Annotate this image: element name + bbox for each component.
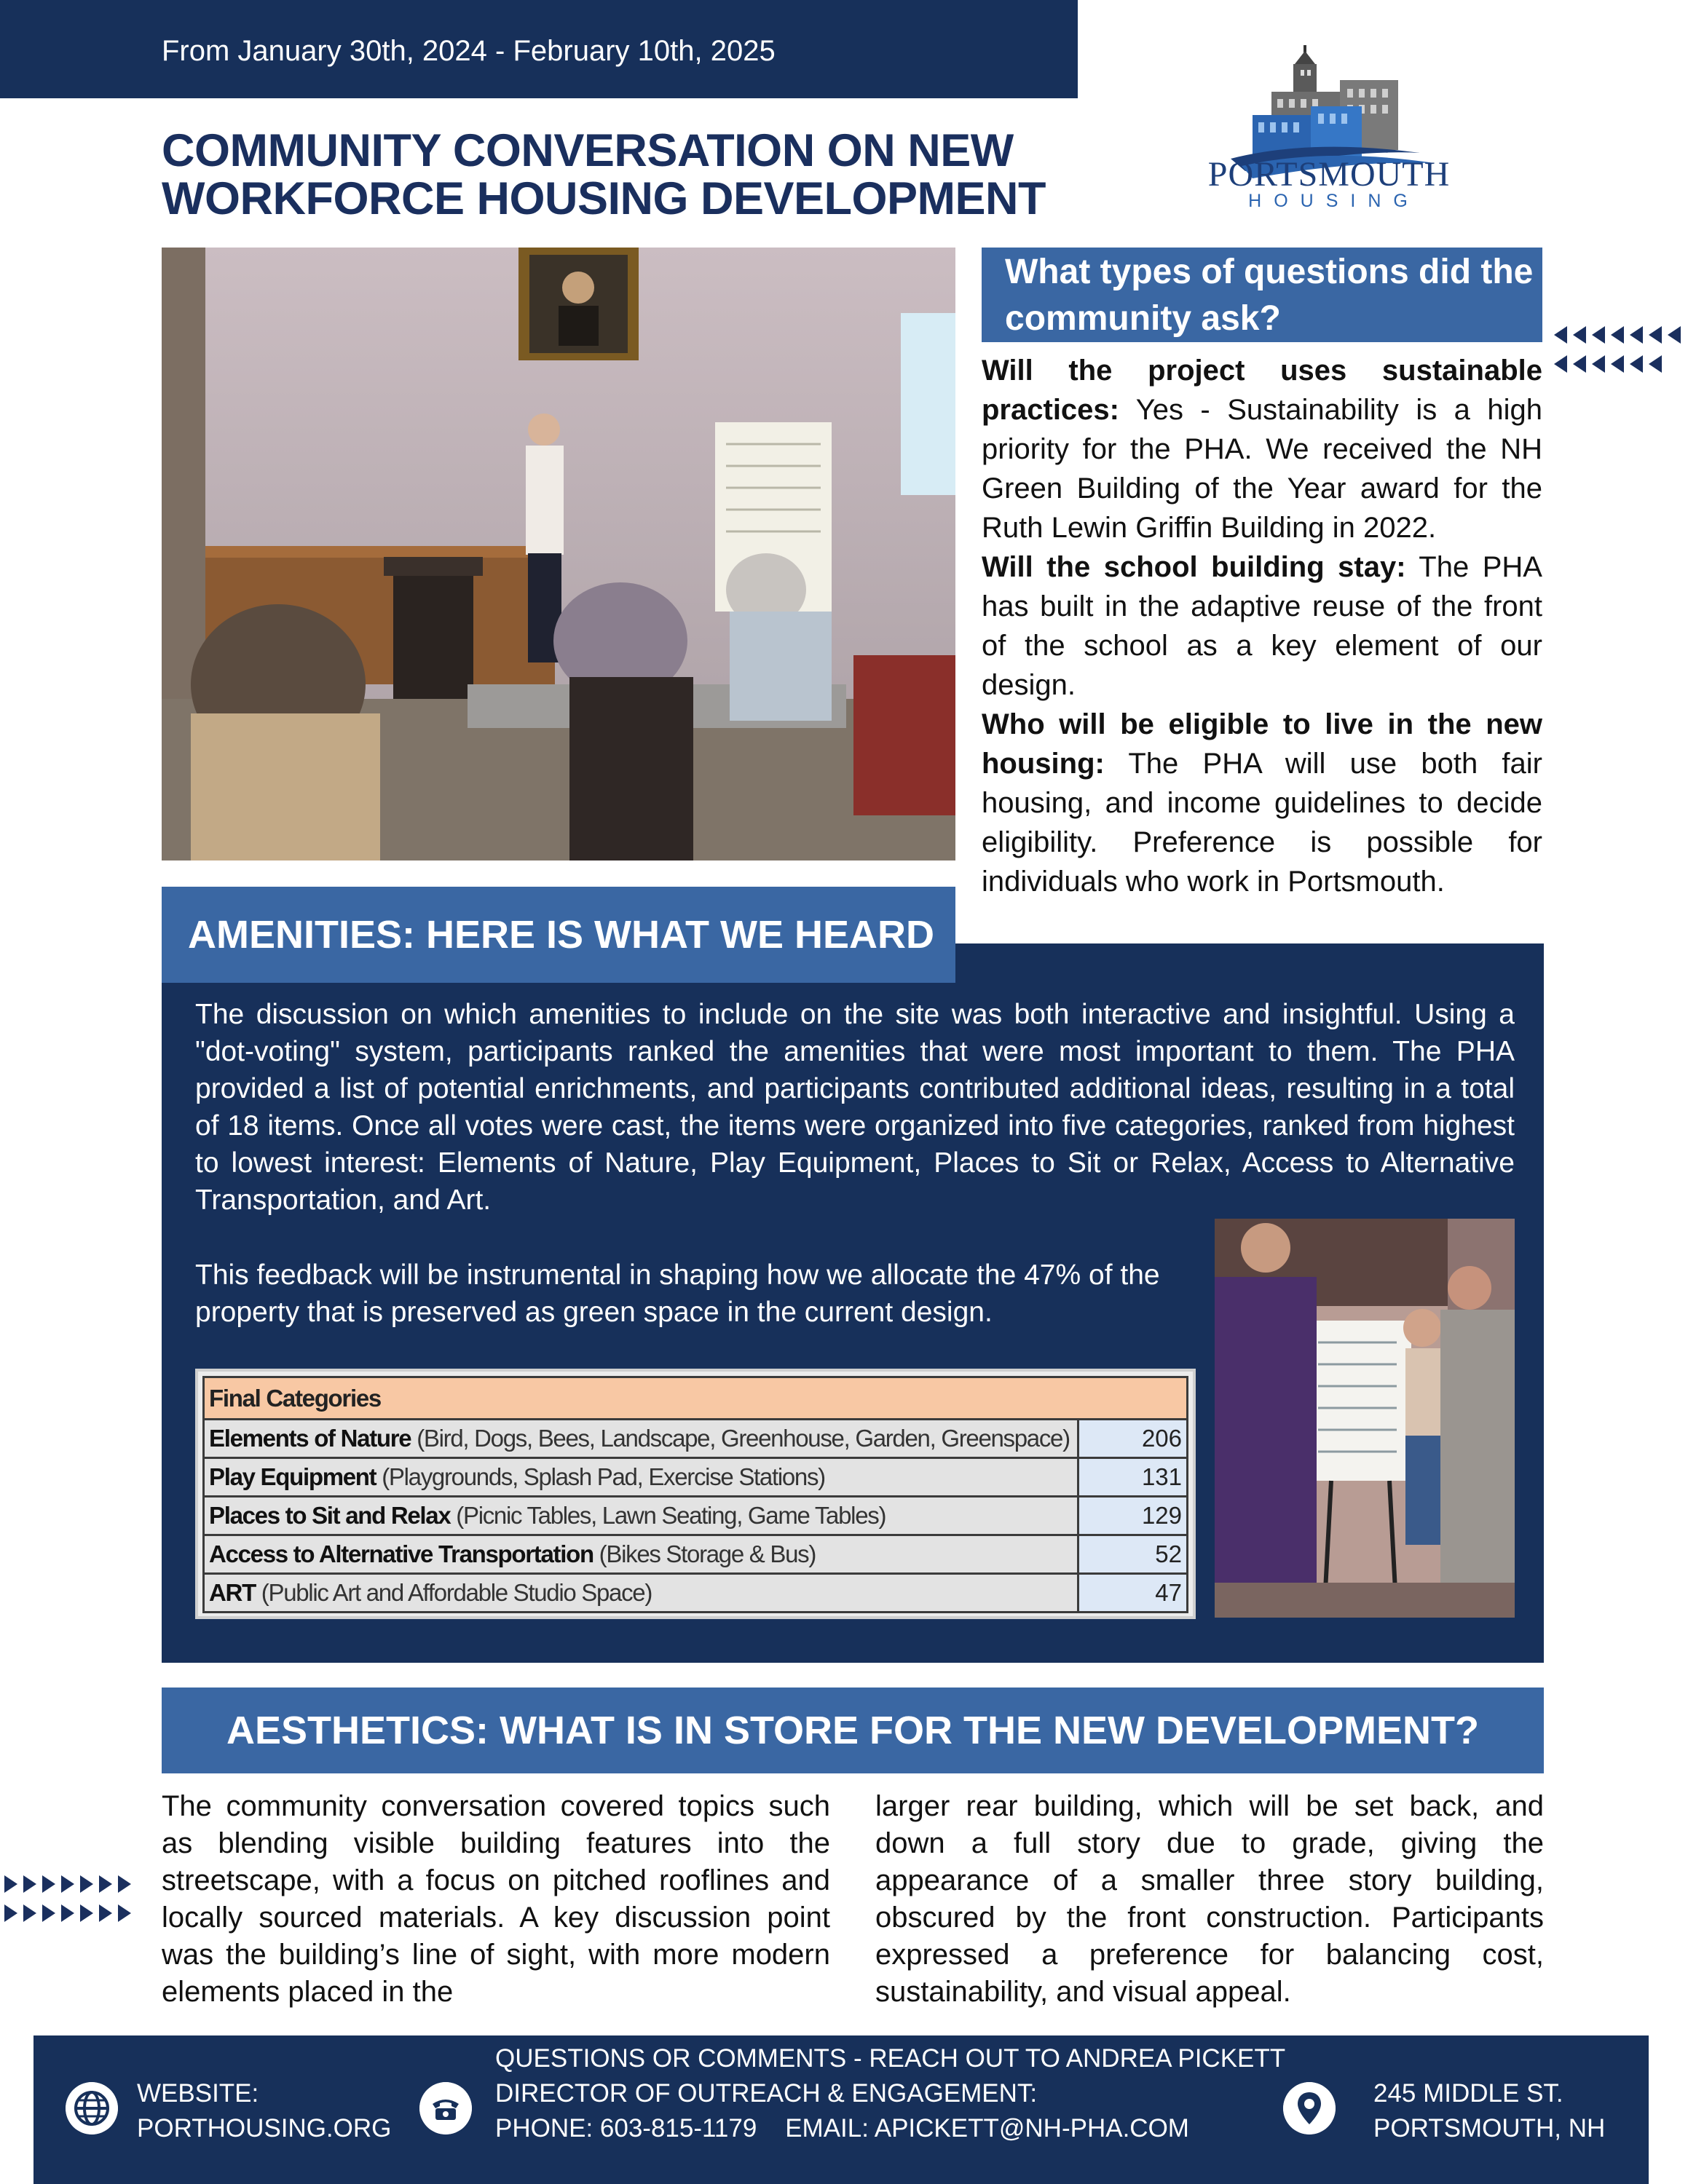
aesthetics-heading-text: AESTHETICS: WHAT IS IN STORE FOR THE NEW DEVELOPMENT?	[226, 1709, 1480, 1752]
category-name: Access to Alternative Transportation	[209, 1540, 593, 1567]
website-block	[137, 2076, 391, 2146]
answer-text: The PHA will use both fair housing, and income guidelines to decide eligibility. Preference is possible for individuals who work in Portsmouth.	[982, 748, 1542, 898]
address-line-2: PORTSMOUTH, NH	[1373, 2114, 1606, 2143]
table-row	[204, 1497, 1188, 1535]
category-name: Elements of Nature	[209, 1425, 411, 1452]
category-detail: (Bird, Dogs, Bees, Landscape, Greenhouse, Garden, Greenspace)	[411, 1425, 1070, 1452]
amenities-paragraph-2: This feedback will be instrumental in shaping how we allocate the 47% of the property that is preserved as green space in the current design.	[195, 1259, 1160, 1328]
date-banner	[0, 0, 1078, 98]
title-line-1: COMMUNITY CONVERSATION ON NEW	[162, 125, 1014, 176]
email-address[interactable]: EMAIL: APICKETT@NH-PHA.COM	[785, 2114, 1189, 2143]
contact-line-1: QUESTIONS OR COMMENTS - REACH OUT TO ANDREA PICKETT	[495, 2044, 1286, 2073]
title-line-2: WORKFORCE HOUSING DEVELOPMENT	[162, 173, 1046, 224]
table-row	[204, 1420, 1188, 1458]
chevron-right-icon	[0, 1870, 146, 1928]
answer-text: The PHA has built in the adaptive reuse of the front of the school as a key element of our design.	[982, 551, 1542, 701]
website-label: WEBSITE:	[137, 2079, 259, 2108]
category-cell	[204, 1458, 1078, 1497]
category-detail: (Bikes Storage & Bus)	[593, 1540, 816, 1567]
category-detail: (Picnic Tables, Lawn Seating, Game Tables)	[450, 1502, 886, 1529]
questions-heading	[982, 248, 1542, 342]
question-item	[982, 351, 1542, 547]
footer	[33, 2035, 1649, 2184]
question-item	[982, 547, 1542, 705]
question-item	[982, 705, 1542, 901]
contact-block	[495, 2041, 1285, 2146]
question-text: Will the project uses sustainable practices:	[982, 355, 1542, 426]
page-title	[162, 127, 1057, 223]
category-cell	[204, 1420, 1078, 1458]
table-row	[204, 1535, 1188, 1574]
category-cell	[204, 1535, 1078, 1574]
logo-subtitle: HOUSING	[1248, 191, 1420, 211]
question-text: Who will be eligible to live in the new housing:	[982, 708, 1542, 780]
date-range: From January 30th, 2024 - February 10th, 2025	[162, 35, 776, 67]
aesthetics-column-left: The community conversation covered topics such as blending visible building features into the streetscape, with a focus on pitched rooflines and locally sourced materials. A key discussion point was the building’s line of sight, with more modern elements placed in the	[162, 1790, 830, 2008]
question-text: Will the school building stay:	[982, 551, 1406, 583]
address-line-1: 245 MIDDLE ST.	[1373, 2079, 1563, 2108]
contact-line-3	[495, 2111, 1285, 2146]
category-cell	[204, 1574, 1078, 1613]
logo-name: PORTSMOUTH	[1207, 155, 1451, 194]
website-link[interactable]: PORTHOUSING.ORG	[137, 2114, 392, 2143]
category-detail: (Playgrounds, Splash Pad, Exercise Stations)	[376, 1463, 825, 1490]
table-row	[204, 1574, 1188, 1613]
final-categories-table	[195, 1369, 1196, 1619]
category-cell	[204, 1497, 1078, 1535]
questions-body	[982, 351, 1542, 901]
table-header: Final Categories	[204, 1377, 1188, 1420]
votes-cell: 129	[1078, 1497, 1188, 1535]
aesthetics-heading	[162, 1688, 1544, 1773]
category-name: Places to Sit and Relax	[209, 1502, 451, 1529]
aesthetics-column-right: larger rear building, which will be set back, and down a full story due to grade, giving the appearance of a smaller three story building, obscured by the front construction. Participants expressed a preference for balancing cost, sustainability, and visual appeal.	[875, 1790, 1544, 2008]
questions-heading-text: What types of questions did the community ask?	[1005, 253, 1534, 338]
table-row	[204, 1458, 1188, 1497]
category-name: ART	[209, 1579, 256, 1606]
votes-cell: 206	[1078, 1420, 1188, 1458]
amenities-paragraph-1: The discussion on which amenities to include on the site was both interactive and insightful. Using a "dot-voting" system, participants ranked the amenities that were most important to them. The PHA provided a list of potential enrichments, and participants contributed additional ideas, resulting in a total of 18 items. Once all votes were cast, the items were organized into five categories, ranked from highest to lowest interest: Elements of Nature, Play Equipment, Places to Sit or Relax, Access to Alternative Transportation, and Art.	[195, 999, 1515, 1216]
dot-voting-photo	[1215, 1219, 1515, 1618]
category-detail: (Public Art and Affordable Studio Space)	[255, 1579, 652, 1606]
contact-line-2: DIRECTOR OF OUTREACH & ENGAGEMENT:	[495, 2079, 1038, 2108]
votes-cell: 131	[1078, 1458, 1188, 1497]
globe-icon	[66, 2082, 118, 2134]
amenities-heading-text: AMENITIES: HERE IS WHAT WE HEARD	[188, 913, 934, 957]
votes-cell: 52	[1078, 1535, 1188, 1574]
amenities-heading	[162, 887, 955, 983]
meeting-photo	[162, 248, 955, 860]
table-header-row	[204, 1377, 1188, 1420]
address-block	[1373, 2076, 1605, 2146]
phone-number[interactable]: PHONE: 603-815-1179	[495, 2114, 757, 2143]
location-pin-icon	[1283, 2082, 1336, 2134]
phone-icon	[419, 2082, 472, 2134]
chevron-left-icon	[1550, 322, 1688, 380]
category-name: Play Equipment	[209, 1463, 376, 1490]
votes-cell: 47	[1078, 1574, 1188, 1613]
answer-text: Yes - Sustainability is a high priority for the PHA. We received the NH Green Building of the Year award for the Ruth Lewin Griffin Building in 2022.	[982, 394, 1542, 544]
